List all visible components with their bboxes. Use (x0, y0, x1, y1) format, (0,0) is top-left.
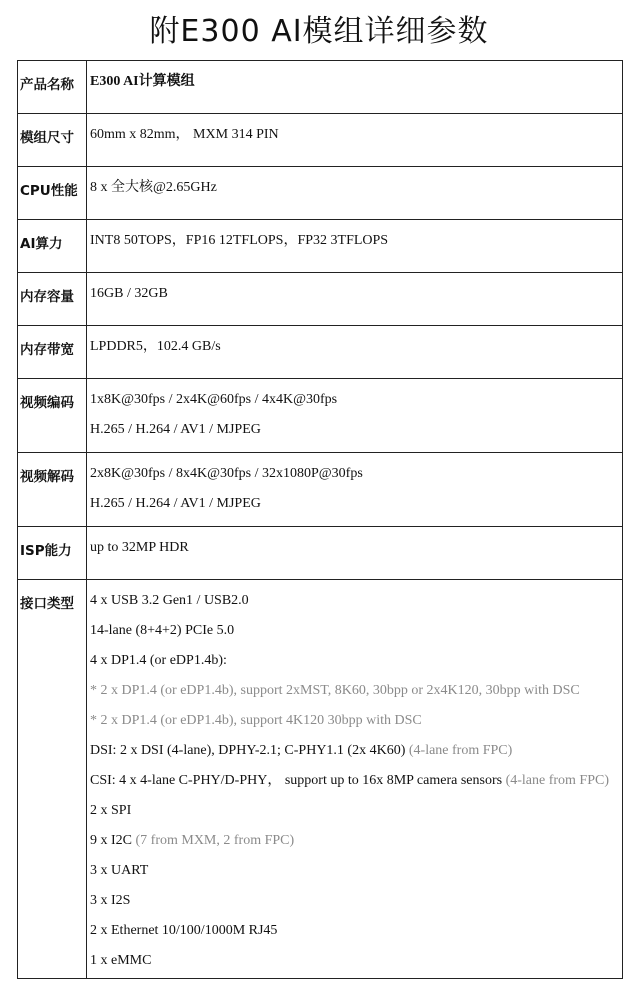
row-value (87, 326, 623, 379)
value-line: 4 x USB 3.2 Gen1 / USB2.0 (90, 593, 249, 608)
table-row (18, 220, 623, 273)
value-line-note: * 2 x DP1.4 (or eDP1.4b), support 4K120 30bpp with DSC (90, 713, 422, 728)
row-value (87, 273, 623, 326)
value-note: (4-lane from FPC) (505, 773, 610, 788)
row-value (87, 453, 623, 527)
table-row (18, 114, 623, 167)
value-line: 2 x SPI (90, 803, 132, 818)
table-row (18, 167, 623, 220)
spec-table (17, 60, 623, 979)
table-row (18, 379, 623, 453)
table-row (18, 326, 623, 379)
value-line: 3 x UART (90, 863, 149, 878)
value-line (90, 772, 620, 790)
row-label: CPU性能 (18, 167, 87, 220)
value-line: 2x8K@30fps / 8x4K@30fps / 32x1080P@30fps (90, 466, 363, 481)
row-label: ISP能力 (18, 527, 87, 580)
value-line: H.265 / H.264 / AV1 / MJPEG (90, 422, 261, 437)
value-line: H.265 / H.264 / AV1 / MJPEG (90, 496, 261, 511)
value-line: 2 x Ethernet 10/100/1000M RJ45 (90, 923, 278, 938)
row-value (87, 61, 623, 114)
table-row (18, 273, 623, 326)
row-label: 视频解码 (18, 453, 87, 527)
table-row (18, 580, 623, 979)
value-main: CSI: 4 x 4-lane C-PHY/D-PHY， support up to 16x 8MP camera sensors (90, 773, 503, 788)
value-line: 3 x I2S (90, 893, 131, 908)
value-note: (4-lane from FPC) (408, 743, 513, 758)
value-line (90, 742, 620, 760)
row-value (87, 527, 623, 580)
table-row (18, 527, 623, 580)
value-note: (7 from MXM, 2 from FPC) (135, 833, 295, 848)
row-label: 视频编码 (18, 379, 87, 453)
table-row (18, 61, 623, 114)
page-title: 附E300 AI模组详细参数 (149, 14, 489, 49)
value-line: 14-lane (8+4+2) PCIe 5.0 (90, 623, 235, 638)
row-label: 接口类型 (18, 580, 87, 979)
value-line (90, 832, 620, 850)
value-main: 9 x I2C (90, 833, 132, 848)
value-line: 1 x eMMC (90, 953, 152, 968)
value-line: 8 x 全大核@2.65GHz (90, 180, 217, 195)
row-value (87, 114, 623, 167)
value-line: 4 x DP1.4 (or eDP1.4b): (90, 653, 227, 668)
value-line: INT8 50TOPS，FP16 12TFLOPS，FP32 3TFLOPS (90, 233, 389, 248)
row-label: 内存带宽 (18, 326, 87, 379)
row-label: 产品名称 (18, 61, 87, 114)
value-line: 60mm x 82mm， MXM 314 PIN (90, 127, 279, 142)
table-row (18, 453, 623, 527)
row-value (87, 167, 623, 220)
value-main: DSI: 2 x DSI (4-lane), DPHY-2.1; C-PHY1.1 (2x 4K60) (90, 743, 406, 758)
value-line-note: * 2 x DP1.4 (or eDP1.4b), support 2xMST, 8K60, 30bpp or 2x4K120, 30bpp with DSC (90, 683, 580, 698)
value-line: up to 32MP HDR (90, 540, 189, 555)
row-label: AI算力 (18, 220, 87, 273)
row-value (87, 580, 623, 979)
value-line: LPDDR5，102.4 GB/s (90, 339, 221, 354)
value-line: 16GB / 32GB (90, 286, 168, 301)
value-line: E300 AI计算模组 (90, 74, 195, 89)
row-value (87, 220, 623, 273)
value-line: 1x8K@30fps / 2x4K@60fps / 4x4K@30fps (90, 392, 338, 407)
row-label: 内存容量 (18, 273, 87, 326)
row-value (87, 379, 623, 453)
row-label: 模组尺寸 (18, 114, 87, 167)
